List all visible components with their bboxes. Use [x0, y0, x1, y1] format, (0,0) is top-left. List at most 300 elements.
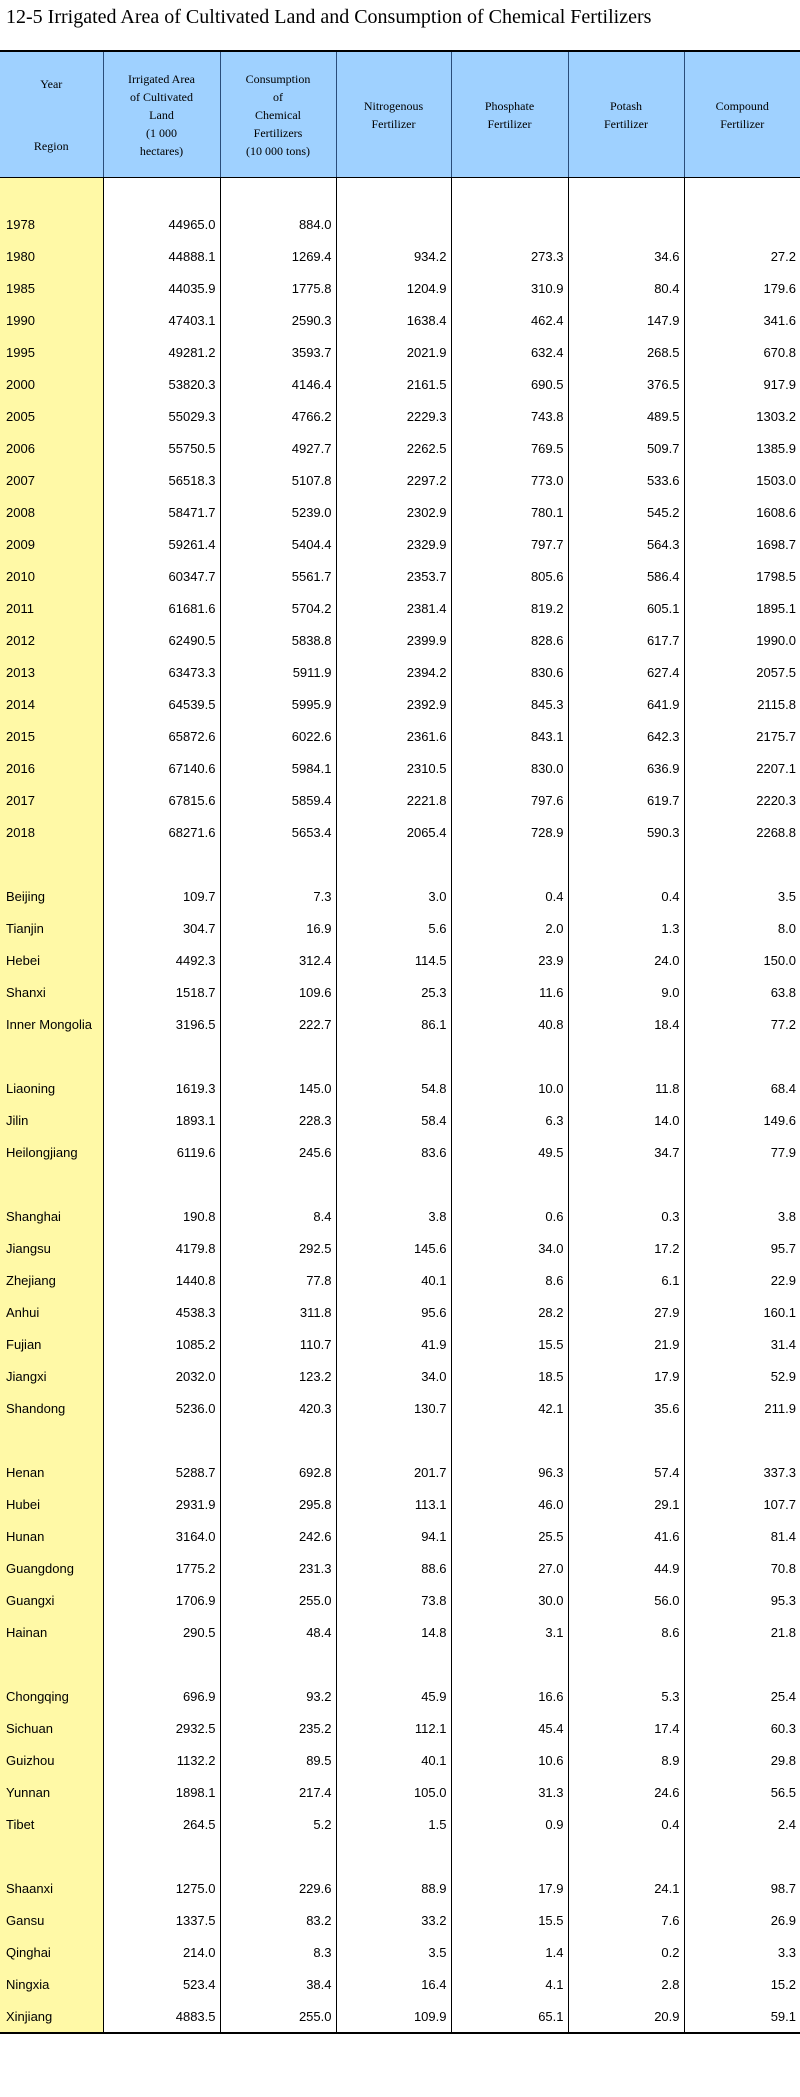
phosphate-cell: 0.9 [451, 1808, 568, 1840]
spacer-cell [336, 1424, 451, 1456]
nitrogenous-cell: 145.6 [336, 1232, 451, 1264]
label-cell: 2018 [0, 816, 103, 848]
nitrogenous-cell: 2302.9 [336, 496, 451, 528]
compound-cell: 21.8 [684, 1616, 800, 1648]
phosphate-cell: 769.5 [451, 432, 568, 464]
region-row [0, 1264, 800, 1296]
potash-cell: 8.6 [568, 1616, 684, 1648]
compound-cell: 1303.2 [684, 400, 800, 432]
irrigated-area-cell: 1132.2 [103, 1744, 220, 1776]
label-cell: Anhui [0, 1296, 103, 1328]
spacer-row [0, 1040, 800, 1072]
nitrogenous-cell: 2021.9 [336, 336, 451, 368]
label-cell: Fujian [0, 1328, 103, 1360]
consumption-cell: 16.9 [220, 912, 336, 944]
compound-cell: 31.4 [684, 1328, 800, 1360]
nitrogenous-cell: 95.6 [336, 1296, 451, 1328]
potash-cell [568, 208, 684, 240]
nitrogenous-cell: 41.9 [336, 1328, 451, 1360]
nitrogenous-cell: 3.5 [336, 1936, 451, 1968]
spacer-cell [568, 1424, 684, 1456]
spacer-row [0, 1168, 800, 1200]
region-row [0, 1104, 800, 1136]
nitrogenous-cell: 83.6 [336, 1136, 451, 1168]
consumption-cell: 5239.0 [220, 496, 336, 528]
compound-cell: 2207.1 [684, 752, 800, 784]
year-row [0, 336, 800, 368]
label-cell: Liaoning [0, 1072, 103, 1104]
irrigated-area-cell: 5288.7 [103, 1456, 220, 1488]
nitrogenous-cell: 73.8 [336, 1584, 451, 1616]
potash-cell: 617.7 [568, 624, 684, 656]
compound-cell: 3.8 [684, 1200, 800, 1232]
region-row [0, 1392, 800, 1424]
spacer-cell [568, 1840, 684, 1872]
nitrogenous-cell: 40.1 [336, 1264, 451, 1296]
irrigated-area-cell: 60347.7 [103, 560, 220, 592]
label-cell: 2016 [0, 752, 103, 784]
consumption-cell: 217.4 [220, 1776, 336, 1808]
irrigated-area-cell: 5236.0 [103, 1392, 220, 1424]
phosphate-cell: 462.4 [451, 304, 568, 336]
potash-cell: 24.1 [568, 1872, 684, 1904]
phosphate-header: Phosphate Fertilizer [451, 51, 568, 178]
irrigated-area-cell: 49281.2 [103, 336, 220, 368]
potash-cell: 1.3 [568, 912, 684, 944]
consumption-cell: 420.3 [220, 1392, 336, 1424]
spacer-cell [684, 848, 800, 880]
label-cell: Zhejiang [0, 1264, 103, 1296]
label-cell: 2017 [0, 784, 103, 816]
irrigated-area-cell: 4492.3 [103, 944, 220, 976]
consumption-cell: 692.8 [220, 1456, 336, 1488]
nitrogenous-cell: 88.6 [336, 1552, 451, 1584]
region-row [0, 976, 800, 1008]
phosphate-cell: 15.5 [451, 1904, 568, 1936]
nitrogenous-cell: 105.0 [336, 1776, 451, 1808]
spacer-cell [684, 1840, 800, 1872]
spacer-cell [451, 1424, 568, 1456]
irrigated-area-cell: 290.5 [103, 1616, 220, 1648]
potash-cell: 11.8 [568, 1072, 684, 1104]
irrigated-area-cell: 4883.5 [103, 2000, 220, 2033]
consumption-cell: 5995.9 [220, 688, 336, 720]
compound-cell: 1698.7 [684, 528, 800, 560]
year-row [0, 624, 800, 656]
phosphate-cell: 4.1 [451, 1968, 568, 2000]
potash-cell: 20.9 [568, 2000, 684, 2033]
compound-cell [684, 208, 800, 240]
compound-cell: 15.2 [684, 1968, 800, 2000]
irrigated-area-cell: 1275.0 [103, 1872, 220, 1904]
nitrogenous-cell: 58.4 [336, 1104, 451, 1136]
consumption-cell: 5911.9 [220, 656, 336, 688]
nitrogenous-cell: 94.1 [336, 1520, 451, 1552]
irrigated-area-cell: 264.5 [103, 1808, 220, 1840]
nitrogenous-cell: 2310.5 [336, 752, 451, 784]
consumption-cell: 5838.8 [220, 624, 336, 656]
potash-cell: 0.4 [568, 1808, 684, 1840]
potash-cell: 590.3 [568, 816, 684, 848]
label-cell: 2011 [0, 592, 103, 624]
label-cell: Chongqing [0, 1680, 103, 1712]
year-header: Year [40, 76, 63, 91]
potash-cell: 564.3 [568, 528, 684, 560]
compound-cell: 1990.0 [684, 624, 800, 656]
spacer-cell [220, 1424, 336, 1456]
consumption-cell: 4927.7 [220, 432, 336, 464]
phosphate-cell: 28.2 [451, 1296, 568, 1328]
spacer-cell [336, 1840, 451, 1872]
irrigated-area-cell: 1898.1 [103, 1776, 220, 1808]
spacer-cell [568, 178, 684, 209]
compound-cell: 27.2 [684, 240, 800, 272]
irrigated-area-cell: 61681.6 [103, 592, 220, 624]
compound-cell: 98.7 [684, 1872, 800, 1904]
potash-cell: 35.6 [568, 1392, 684, 1424]
consumption-cell: 145.0 [220, 1072, 336, 1104]
nitrogenous-cell: 2262.5 [336, 432, 451, 464]
consumption-cell: 109.6 [220, 976, 336, 1008]
region-row [0, 1968, 800, 2000]
nitrogenous-cell [336, 208, 451, 240]
spacer-cell [0, 1040, 103, 1072]
irrigated-area-cell: 3164.0 [103, 1520, 220, 1552]
phosphate-cell: 25.5 [451, 1520, 568, 1552]
nitrogenous-cell: 2065.4 [336, 816, 451, 848]
phosphate-cell: 11.6 [451, 976, 568, 1008]
irrigated-area-cell: 190.8 [103, 1200, 220, 1232]
region-row [0, 1584, 800, 1616]
spacer-cell [336, 848, 451, 880]
phosphate-cell: 8.6 [451, 1264, 568, 1296]
label-cell: Tianjin [0, 912, 103, 944]
consumption-cell: 48.4 [220, 1616, 336, 1648]
irrigated-area-cell: 67815.6 [103, 784, 220, 816]
phosphate-cell: 0.4 [451, 880, 568, 912]
nitrogenous-cell: 1204.9 [336, 272, 451, 304]
region-row [0, 1520, 800, 1552]
region-row [0, 1904, 800, 1936]
spacer-cell [336, 178, 451, 209]
consumption-cell: 255.0 [220, 1584, 336, 1616]
consumption-cell: 5107.8 [220, 464, 336, 496]
compound-cell: 1895.1 [684, 592, 800, 624]
region-row [0, 1200, 800, 1232]
region-row [0, 880, 800, 912]
compound-cell: 1798.5 [684, 560, 800, 592]
nitrogenous-cell: 2297.2 [336, 464, 451, 496]
potash-header: Potash Fertilizer [568, 51, 684, 178]
potash-cell: 489.5 [568, 400, 684, 432]
potash-cell: 5.3 [568, 1680, 684, 1712]
compound-cell: 3.5 [684, 880, 800, 912]
compound-cell: 70.8 [684, 1552, 800, 1584]
spacer-row [0, 1424, 800, 1456]
irrigated-area-cell: 44888.1 [103, 240, 220, 272]
compound-cell: 2.4 [684, 1808, 800, 1840]
year-row [0, 720, 800, 752]
region-header: Region [33, 138, 69, 153]
consumption-cell: 3593.7 [220, 336, 336, 368]
region-row [0, 2000, 800, 2033]
phosphate-cell: 819.2 [451, 592, 568, 624]
phosphate-cell: 3.1 [451, 1616, 568, 1648]
irrigated-area-cell: 53820.3 [103, 368, 220, 400]
consumption-cell: 5704.2 [220, 592, 336, 624]
region-row [0, 1872, 800, 1904]
label-cell: Jiangxi [0, 1360, 103, 1392]
spacer-cell [451, 1648, 568, 1680]
region-row [0, 1328, 800, 1360]
compound-header: Compound Fertilizer [684, 51, 800, 178]
compound-cell: 63.8 [684, 976, 800, 1008]
year-row [0, 752, 800, 784]
spacer-cell [0, 1168, 103, 1200]
phosphate-cell [451, 208, 568, 240]
compound-cell: 60.3 [684, 1712, 800, 1744]
label-cell: 1990 [0, 304, 103, 336]
phosphate-cell: 34.0 [451, 1232, 568, 1264]
compound-cell: 29.8 [684, 1744, 800, 1776]
irrigated-area-cell: 2032.0 [103, 1360, 220, 1392]
year-row [0, 272, 800, 304]
label-cell: Qinghai [0, 1936, 103, 1968]
phosphate-cell: 797.6 [451, 784, 568, 816]
compound-cell: 2175.7 [684, 720, 800, 752]
phosphate-cell: 805.6 [451, 560, 568, 592]
compound-cell: 22.9 [684, 1264, 800, 1296]
nitrogenous-cell: 33.2 [336, 1904, 451, 1936]
compound-cell: 337.3 [684, 1456, 800, 1488]
irrigated-area-cell: 58471.7 [103, 496, 220, 528]
compound-cell: 8.0 [684, 912, 800, 944]
phosphate-cell: 690.5 [451, 368, 568, 400]
compound-cell: 670.8 [684, 336, 800, 368]
nitrogenous-cell: 25.3 [336, 976, 451, 1008]
potash-cell: 18.4 [568, 1008, 684, 1040]
phosphate-cell: 49.5 [451, 1136, 568, 1168]
spacer-cell [220, 1040, 336, 1072]
nitrogenous-cell: 2392.9 [336, 688, 451, 720]
consumption-cell: 4146.4 [220, 368, 336, 400]
nitrogenous-cell: 2381.4 [336, 592, 451, 624]
nitrogenous-cell: 109.9 [336, 2000, 451, 2033]
year-row [0, 304, 800, 336]
potash-cell: 533.6 [568, 464, 684, 496]
region-row [0, 1680, 800, 1712]
consumption-cell: 235.2 [220, 1712, 336, 1744]
compound-cell: 179.6 [684, 272, 800, 304]
label-cell: 2013 [0, 656, 103, 688]
spacer-cell [0, 1424, 103, 1456]
table-header [0, 51, 800, 178]
irrigated-area-cell: 1337.5 [103, 1904, 220, 1936]
phosphate-cell: 1.4 [451, 1936, 568, 1968]
spacer-row [0, 1840, 800, 1872]
label-cell: 1980 [0, 240, 103, 272]
region-row [0, 1712, 800, 1744]
spacer-cell [451, 1040, 568, 1072]
phosphate-cell: 23.9 [451, 944, 568, 976]
nitrogenous-cell: 2394.2 [336, 656, 451, 688]
compound-cell: 1608.6 [684, 496, 800, 528]
spacer-cell [220, 848, 336, 880]
statistics-table [0, 50, 800, 2034]
label-cell: 1978 [0, 208, 103, 240]
phosphate-cell: 10.6 [451, 1744, 568, 1776]
potash-cell: 605.1 [568, 592, 684, 624]
irrigated-area-cell: 55029.3 [103, 400, 220, 432]
phosphate-cell: 845.3 [451, 688, 568, 720]
spacer-cell [451, 1840, 568, 1872]
compound-cell: 107.7 [684, 1488, 800, 1520]
label-cell: Jilin [0, 1104, 103, 1136]
spacer-cell [103, 1168, 220, 1200]
consumption-cell: 295.8 [220, 1488, 336, 1520]
potash-cell: 21.9 [568, 1328, 684, 1360]
consumption-cell: 5859.4 [220, 784, 336, 816]
label-cell: Beijing [0, 880, 103, 912]
potash-cell: 27.9 [568, 1296, 684, 1328]
spacer-cell [103, 178, 220, 209]
consumption-cell: 83.2 [220, 1904, 336, 1936]
phosphate-cell: 45.4 [451, 1712, 568, 1744]
nitrogenous-cell: 112.1 [336, 1712, 451, 1744]
potash-cell: 41.6 [568, 1520, 684, 1552]
potash-cell: 376.5 [568, 368, 684, 400]
consumption-cell: 311.8 [220, 1296, 336, 1328]
irrigated-area-cell: 59261.4 [103, 528, 220, 560]
label-cell: 1995 [0, 336, 103, 368]
year-row [0, 208, 800, 240]
irrigated-area-cell: 1619.3 [103, 1072, 220, 1104]
compound-cell: 77.2 [684, 1008, 800, 1040]
spacer-row [0, 848, 800, 880]
compound-cell: 95.3 [684, 1584, 800, 1616]
phosphate-cell: 773.0 [451, 464, 568, 496]
irrigated-area-cell: 1085.2 [103, 1328, 220, 1360]
irrigated-area-cell: 4179.8 [103, 1232, 220, 1264]
phosphate-cell: 273.3 [451, 240, 568, 272]
spacer-cell [103, 1648, 220, 1680]
consumption-cell: 123.2 [220, 1360, 336, 1392]
spacer-cell [220, 1840, 336, 1872]
irrigated-area-cell: 63473.3 [103, 656, 220, 688]
potash-cell: 2.8 [568, 1968, 684, 2000]
spacer-cell [451, 1168, 568, 1200]
potash-cell: 44.9 [568, 1552, 684, 1584]
nitrogenous-cell: 2229.3 [336, 400, 451, 432]
table-body [0, 178, 800, 2034]
consumption-cell: 8.4 [220, 1200, 336, 1232]
label-cell: Sichuan [0, 1712, 103, 1744]
nitrogenous-cell: 2399.9 [336, 624, 451, 656]
irrigated-area-cell: 1775.2 [103, 1552, 220, 1584]
nitrogenous-cell: 130.7 [336, 1392, 451, 1424]
consumption-cell: 255.0 [220, 2000, 336, 2033]
label-cell: 2009 [0, 528, 103, 560]
label-cell: Hubei [0, 1488, 103, 1520]
nitrogenous-cell: 2161.5 [336, 368, 451, 400]
region-row [0, 1744, 800, 1776]
consumption-cell: 242.6 [220, 1520, 336, 1552]
phosphate-cell: 828.6 [451, 624, 568, 656]
nitrogenous-cell: 5.6 [336, 912, 451, 944]
consumption-cell: 5984.1 [220, 752, 336, 784]
consumption-cell: 245.6 [220, 1136, 336, 1168]
phosphate-cell: 15.5 [451, 1328, 568, 1360]
irrigated-area-cell: 214.0 [103, 1936, 220, 1968]
phosphate-cell: 27.0 [451, 1552, 568, 1584]
potash-cell: 24.6 [568, 1776, 684, 1808]
label-cell: 2005 [0, 400, 103, 432]
potash-cell: 0.3 [568, 1200, 684, 1232]
potash-cell: 57.4 [568, 1456, 684, 1488]
label-cell: 2000 [0, 368, 103, 400]
year-row [0, 688, 800, 720]
spacer-cell [684, 1168, 800, 1200]
compound-cell: 211.9 [684, 1392, 800, 1424]
label-cell: Guizhou [0, 1744, 103, 1776]
potash-cell: 17.4 [568, 1712, 684, 1744]
spacer-cell [451, 178, 568, 209]
phosphate-cell: 16.6 [451, 1680, 568, 1712]
label-cell: Henan [0, 1456, 103, 1488]
potash-cell: 147.9 [568, 304, 684, 336]
phosphate-cell: 830.0 [451, 752, 568, 784]
year-row [0, 592, 800, 624]
consumption-cell: 231.3 [220, 1552, 336, 1584]
spacer-cell [0, 1840, 103, 1872]
year-row [0, 528, 800, 560]
label-cell: Hebei [0, 944, 103, 976]
label-cell: Jiangsu [0, 1232, 103, 1264]
nitrogenous-cell: 114.5 [336, 944, 451, 976]
year-row [0, 400, 800, 432]
potash-cell: 7.6 [568, 1904, 684, 1936]
compound-cell: 77.9 [684, 1136, 800, 1168]
year-row [0, 656, 800, 688]
nitrogenous-cell: 2353.7 [336, 560, 451, 592]
nitrogenous-cell: 34.0 [336, 1360, 451, 1392]
spacer-cell [0, 848, 103, 880]
label-cell: Yunnan [0, 1776, 103, 1808]
irrigated-area-cell: 109.7 [103, 880, 220, 912]
compound-cell: 26.9 [684, 1904, 800, 1936]
label-cell: Xinjiang [0, 2000, 103, 2033]
label-cell: 2014 [0, 688, 103, 720]
nitrogenous-cell: 934.2 [336, 240, 451, 272]
nitrogenous-cell: 88.9 [336, 1872, 451, 1904]
potash-cell: 642.3 [568, 720, 684, 752]
irrigated-area-cell: 696.9 [103, 1680, 220, 1712]
label-cell: Shaanxi [0, 1872, 103, 1904]
nitrogenous-cell: 201.7 [336, 1456, 451, 1488]
potash-cell: 6.1 [568, 1264, 684, 1296]
irrigated-area-cell: 62490.5 [103, 624, 220, 656]
label-cell: Shanghai [0, 1200, 103, 1232]
potash-cell: 29.1 [568, 1488, 684, 1520]
compound-cell: 2268.8 [684, 816, 800, 848]
year-row [0, 464, 800, 496]
region-row [0, 1136, 800, 1168]
potash-cell: 545.2 [568, 496, 684, 528]
spacer-cell [451, 848, 568, 880]
year-row [0, 560, 800, 592]
compound-cell: 341.6 [684, 304, 800, 336]
phosphate-cell: 2.0 [451, 912, 568, 944]
